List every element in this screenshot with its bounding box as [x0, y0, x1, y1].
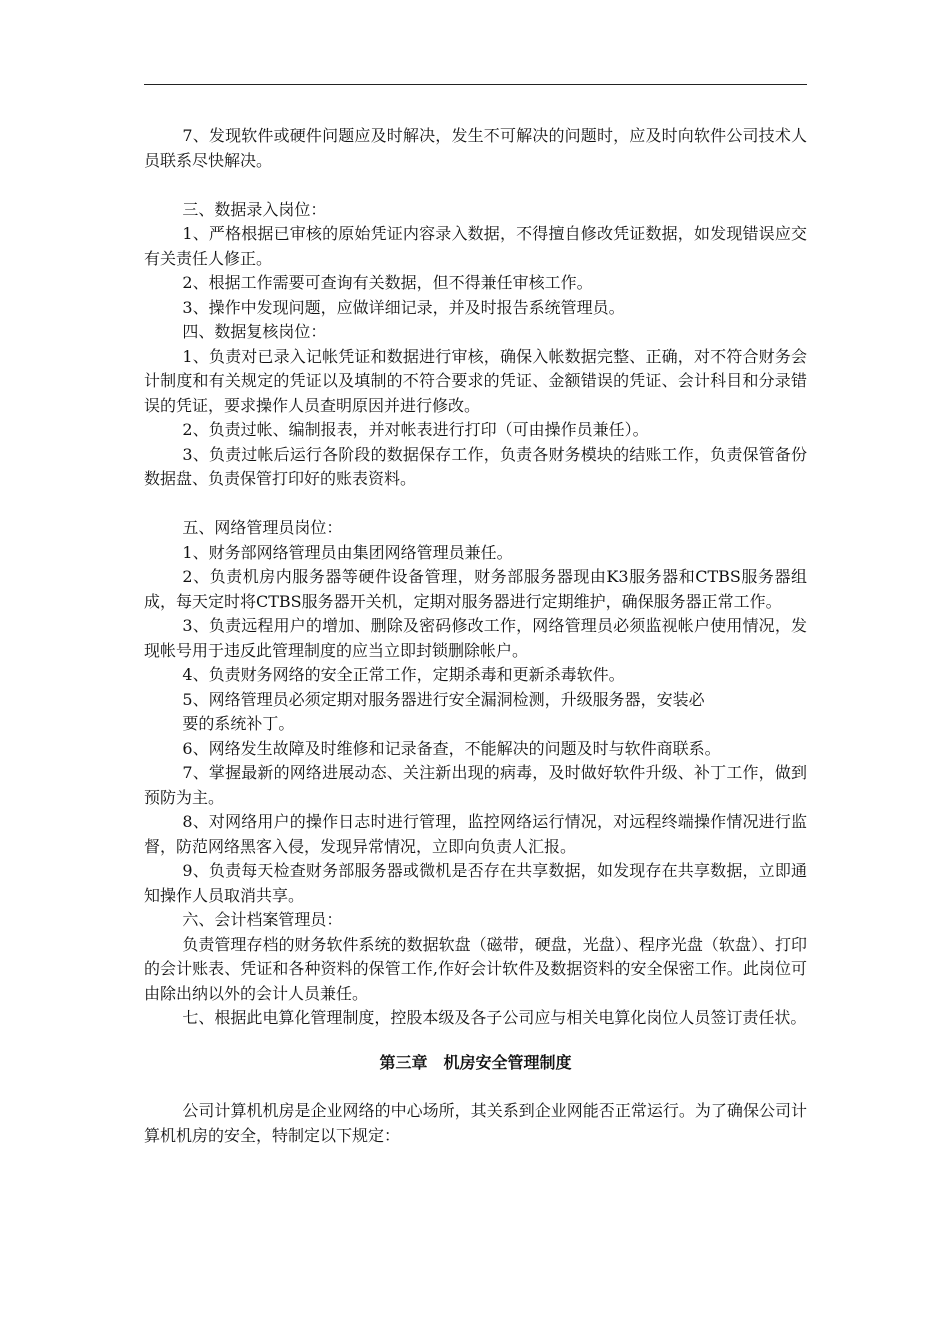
paragraph: 七、根据此电算化管理制度，控股本级及各子公司应与相关电算化岗位人员签订责任状。	[182, 1008, 807, 1027]
document-body	[144, 124, 807, 1148]
paragraph: 8、对网络用户的操作日志时进行管理，监控网络运行情况，对远程终端操作情况进行监督，防范网络黑客入侵，发现异常情况，立即向负责人汇报。	[144, 812, 807, 856]
paragraph: 2、负责过帐、编制报表，并对帐表进行打印（可由操作员兼任）。	[182, 420, 649, 439]
paragraph: 5、网络管理员必须定期对服务器进行安全漏洞检测，升级服务器，安装必	[182, 689, 705, 709]
paragraph: 7、发现软件或硬件问题应及时解决，发生不可解决的问题时，应及时向软件公司技术人员联系尽快解决。	[144, 126, 807, 170]
paragraph: 1、负责对已录入记帐凭证和数据进行审核，确保入帐数据完整、正确，对不符合财务会计制度和有关规定的凭证以及填制的不符合要求的凭证、金额错误的凭证、会计科目和分录错误的凭证，要求操作人员查明原因并进行修改。	[144, 346, 807, 415]
header-rule	[144, 84, 807, 85]
paragraph: 3、操作中发现问题，应做详细记录，并及时报告系统管理员。	[182, 297, 625, 317]
paragraph: 1、财务部网络管理员由集团网络管理员兼任。	[182, 542, 513, 562]
paragraph: 2、根据工作需要可查询有关数据，但不得兼任审核工作。	[182, 273, 593, 292]
paragraph-continuation: 要的系统补丁。	[182, 714, 295, 733]
paragraph: 4、负责财务网络的安全正常工作，定期杀毒和更新杀毒软件。	[182, 665, 625, 684]
paragraph: 1、严格根据已审核的原始凭证内容录入数据，不得擅自修改凭证数据，如发现错误应交有关责任人修正。	[144, 224, 807, 268]
paragraph: 3、负责过帐后运行各阶段的数据保存工作，负责各财务模块的结账工作，负责保管备份数据盘、负责保管打印好的账表资料。	[144, 444, 807, 488]
paragraph: 6、网络发生故障及时维修和记录备查，不能解决的问题及时与软件商联系。	[182, 738, 721, 758]
paragraph: 7、掌握最新的网络进展动态、关注新出现的病毒，及时做好软件升级、补丁工作，做到预防为主。	[144, 763, 807, 807]
chapter-title: 第三章 机房安全管理制度	[379, 1052, 572, 1072]
section-heading: 四、数据复核岗位：	[182, 322, 327, 341]
chapter-intro: 公司计算机机房是企业网络的中心场所，其关系到企业网能否正常运行。为了确保公司计算机机房的安全，特制定以下规定：	[144, 1101, 807, 1145]
section-heading: 六、会计档案管理员：	[182, 910, 343, 929]
paragraph: 9、负责每天检查财务部服务器或微机是否存在共享数据，如发现存在共享数据，立即通知操作人员取消共享。	[144, 861, 807, 905]
paragraph: 负责管理存档的财务软件系统的数据软盘（磁带，硬盘，光盘）、程序光盘（软盘）、打印的会计账表、凭证和各种资料的保管工作,作好会计软件及数据资料的安全保密工作。此岗位可由除出纳以外的会计人员兼任。	[144, 934, 807, 1003]
section-heading: 五、网络管理员岗位：	[182, 518, 343, 537]
paragraph: 3、负责远程用户的增加、删除及密码修改工作，网络管理员必须监视帐户使用情况，发现帐号用于违反此管理制度的应当立即封锁删除帐户。	[144, 616, 807, 660]
section-heading: 三、数据录入岗位：	[182, 199, 327, 219]
paragraph: 2、负责机房内服务器等硬件设备管理，财务部服务器现由K3服务器和CTBS服务器组成，每天定时将CTBS服务器开关机，定期对服务器进行定期维护，确保服务器正常工作。	[144, 567, 807, 611]
